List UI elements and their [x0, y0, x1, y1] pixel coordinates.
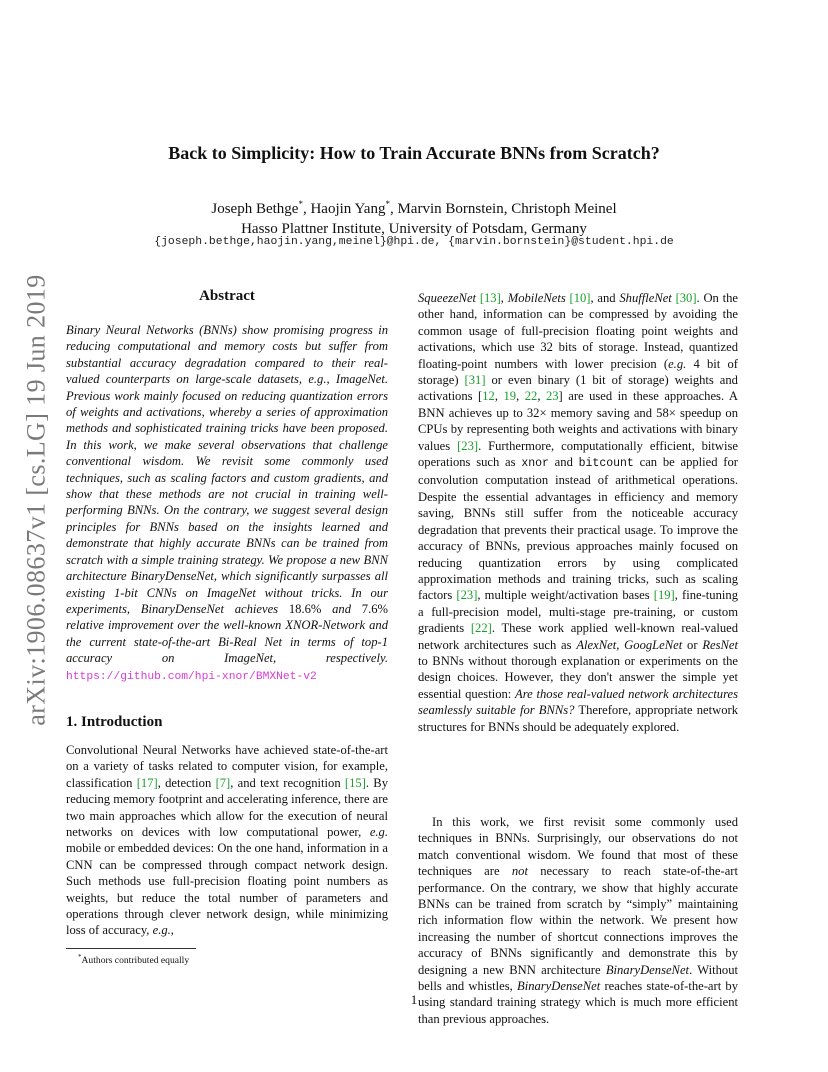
affiliation: Hasso Plattner Institute, University of Potsdam, Germany	[241, 221, 587, 237]
paper-title: Back to Simplicity: How to Train Accurate BNNs from Scratch?	[168, 143, 660, 163]
abstract-heading: Abstract	[199, 288, 255, 304]
right-column-paragraph-2: In this work, we first revisit some commonly used techniques in BNNs. Surprisingly, our observations do not match conventional wisdom. We found that most of these techniques are not necessary to reach state-of-the-art performance. On the contrary, we show that highly accurate BNNs can be trained from scratch by “simply” maintaining rich information flow within the network. We present how increasing the number of shortcut connections improves the accuracy of BNNs significantly and demonstrate this by designing a new BNN architecture BinaryDenseNet. Without bells and whistles, BinaryDenseNet reaches state-of-the-art by using standard training strategy which is much more efficient than previous approaches.	[418, 815, 739, 1026]
author-names: Joseph Bethge*, Haojin Yang*, Marvin Bornstein, Christoph Meinel	[211, 199, 617, 217]
footnote: *Authors contributed equally	[78, 953, 190, 967]
citation-link[interactable]: [23]	[456, 588, 478, 603]
citation-link[interactable]: [30]	[675, 291, 697, 305]
citation-link[interactable]: 19	[503, 389, 517, 404]
citation-link[interactable]: [19]	[653, 588, 675, 603]
abstract-body: Binary Neural Networks (BNNs) show promising progress in reducing computational and memory costs but suffer from substantial accuracy degradation compared to their real-valued counterparts on large-scale datasets, e.g., ImageNet. Previous work mainly focused on reducing quantization errors of weights and activations, whereby a series of approximation methods and sophisticated training tricks have been proposed. In this work, we make several observations that challenge conventional wisdom. We revisit some commonly used techniques, such as scaling factors and custom gradients, and show that these methods are not crucial in training well-performing BNNs. On the contrary, we suggest several design principles for BNNs based on the insights learned and demonstrate that highly accurate BNNs can be trained from scratch with a simple training strategy. We propose a new BNN architecture BinaryDenseNet, which significantly surpasses all existing 1-bit CNNs on ImageNet without tricks. In our experiments, BinaryDenseNet achieves 18.6% and 7.6% relative improvement over the well-known XNOR-Network and the current state-of-the-art Bi-Real Net in terms of top-1 accuracy on ImageNet, respectively. https://github.com/hpi-xnor/BMXNet-v2	[66, 323, 389, 683]
citation-link[interactable]: [13]	[479, 291, 501, 305]
citation-link[interactable]: 12	[482, 389, 495, 404]
introduction-paragraph: Convolutional Neural Networks have achieved state-of-the-art on a variety of tasks related to computer vision, for example, classification [17], detection [7], and text recognition [15]. By reducing memory footprint and accelerating inference, there are two main approaches which allow for the execution of neural networks on devices with low computational power, e.g. mobile or embedded devices: On the one hand, information in a CNN can be compressed through compact network design. Such methods use full-precision floating point numbers as weights, but reduce the total number of parameters and operations through clever network design, while minimizing loss of accuracy, e.g.,	[66, 743, 389, 938]
citation-link[interactable]: [23]	[457, 438, 479, 453]
author-block	[0, 194, 828, 239]
right-column-paragraph-1: SqueezeNet [13], MobileNets [10], and ShuffleNet [30]. On the other hand, information can be compressed by avoiding the common usage of full-precision floating point weights and activations, which use 32 bits of storage. Instead, quantized floating-point numbers with lower precision (e.g. 4 bit of storage) [31] or even binary (1 bit of storage) weights and activations [12, 19, 22, 23] are used in these approaches. A BNN achieves up to 32× memory saving and 58× speedup on CPUs by representing both weights and activations with binary values [23]. Furthermore, computationally efficient, bitwise operations such as xnor and bitcount can be applied for convolution computation instead of arithmetical operations. Despite the essential advantages in efficiency and memory saving, BNNs still suffer from the noticeable accuracy degradation that prevents their practical usage. To improve the accuracy of BNNs, previous approaches mainly focused on reducing quantization errors by using complicated approximation methods and training tricks, such as scaling factors [23], multiple weight/activation bases [19], fine-tuning a full-precision model, multi-stage pre-training, or custom gradients [22]. These work applied well-known real-valued network architectures such as AlexNet, GoogLeNet or ResNet to BNNs without thorough explanation or experiments on the design choices. However, they don't answer the simple yet essential question: Are those real-valued network architectures seamlessly suitable for BNNs? Therefore, appropriate network structures for BNNs should be adequately explored.	[418, 291, 739, 734]
citation-link[interactable]: [31]	[464, 373, 486, 388]
citation-link[interactable]: [10]	[569, 291, 591, 305]
arxiv-stamp: arXiv:1906.08637v1 [cs.LG] 19 Jun 2019	[22, 274, 51, 726]
citation-link[interactable]: [7]	[215, 775, 231, 790]
author-emails: {joseph.bethge,haojin.yang,meinel}@hpi.de, {marvin.bornstein}@student.hpi.de	[154, 236, 674, 248]
citation-link[interactable]: [17]	[136, 775, 158, 790]
citation-link[interactable]: [15]	[344, 775, 366, 790]
introduction-heading: 1. Introduction	[66, 714, 163, 730]
citation-link[interactable]: 23	[545, 389, 559, 404]
footnote-rule	[66, 948, 196, 949]
page-number: 1	[410, 992, 418, 1007]
citation-link[interactable]: [22]	[470, 621, 492, 636]
citation-link[interactable]: 22	[524, 389, 538, 404]
github-link[interactable]: https://github.com/hpi-xnor/BMXNet-v2	[66, 670, 317, 683]
